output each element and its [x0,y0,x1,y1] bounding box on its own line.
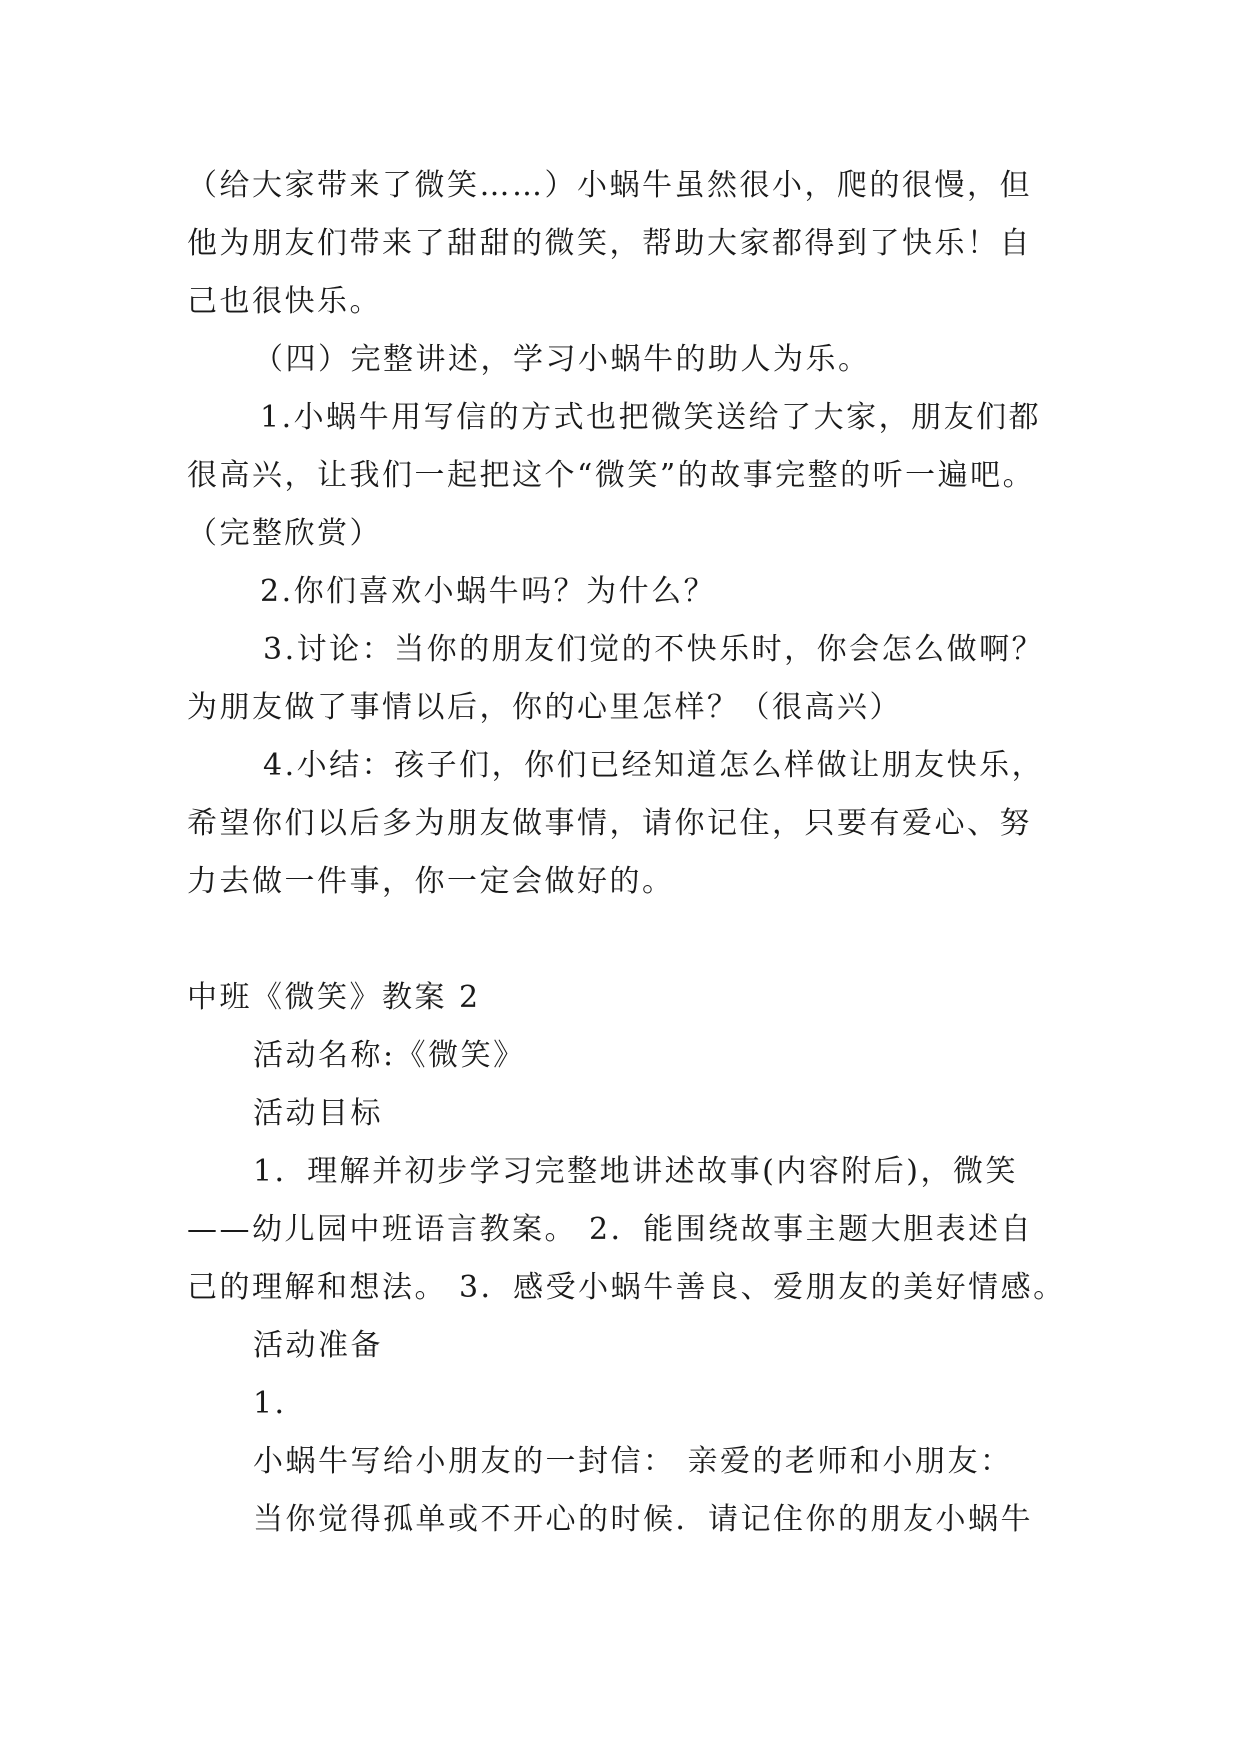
text-line: （完整欣赏） [187,516,382,551]
text-line: 活动名称:《微笑》 [253,1038,526,1073]
text-line: 他为朋友们带来了甜甜的微笑，帮助大家都得到了快乐！自 [187,226,1032,261]
text-line: 4.小结：孩子们，你们已经知道怎么样做让朋友快乐， [263,748,1045,783]
text-line: 小蜗牛写给小朋友的一封信： 亲爱的老师和小朋友： [253,1444,1013,1479]
section-heading: 活动目标 [253,1096,383,1131]
text-line: （给大家带来了微笑……）小蜗牛虽然很小，爬的很慢，但 [187,168,1032,203]
text-line: 为朋友做了事情以后，你的心里怎样？（很高兴） [187,690,902,725]
section-heading: 活动准备 [253,1328,383,1363]
text-line: ——幼儿园中班语言教案。 2．能围绕故事主题大胆表述自 [187,1212,1034,1247]
text-line: 1． [253,1386,308,1421]
text-line: 很高兴，让我们一起把这个“微笑”的故事完整的听一遍吧。 [187,458,1036,493]
text-line: 当你觉得孤单或不开心的时候．请记住你的朋友小蜗牛 [253,1502,1033,1537]
text-line: 1.小蜗牛用写信的方式也把微笑送给了大家，朋友们都 [260,400,1042,435]
text-line: 3.讨论：当你的朋友们觉的不快乐时，你会怎么做啊？ [263,632,1045,667]
text-line: 己的理解和想法。 3．感受小蜗牛善良、爱朋友的美好情感。 [187,1270,1066,1305]
text-line: 己也很快乐。 [187,284,382,319]
text-line: 1．理解并初步学习完整地讲述故事(内容附后)，微笑 [253,1154,1018,1189]
lesson-title: 中班《微笑》教案 2 [187,980,481,1015]
section-heading: （四）完整讲述，学习小蜗牛的助人为乐。 [253,342,871,377]
text-line: 2.你们喜欢小蜗牛吗？为什么？ [260,574,717,609]
text-line: 力去做一件事，你一定会做好的。 [187,864,675,899]
text-line: 希望你们以后多为朋友做事情，请你记住，只要有爱心、努 [187,806,1032,841]
